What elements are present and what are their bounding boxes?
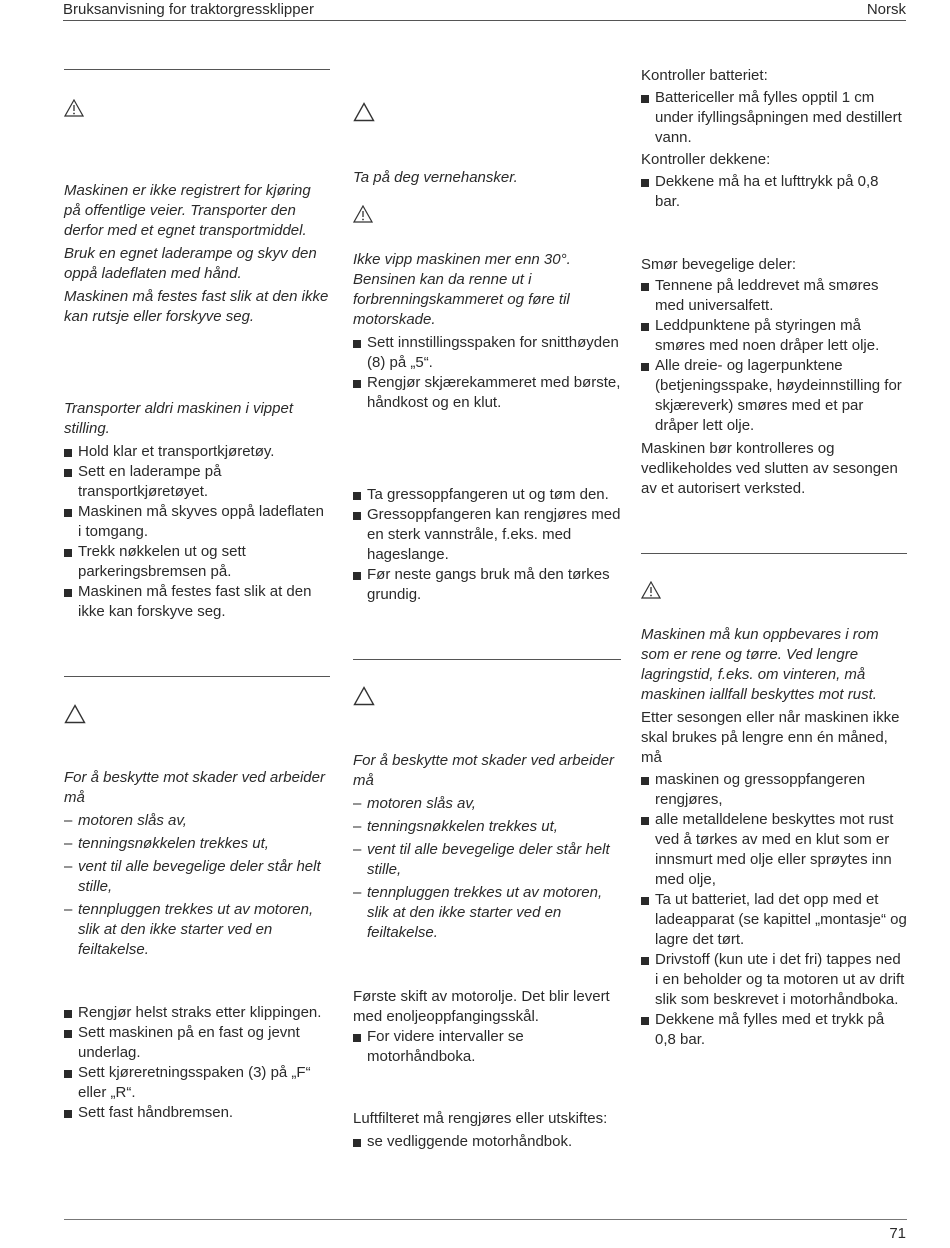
filter-block	[353, 1109, 621, 1152]
list-item: Sett kjøreretningsspaken (3) på „F“ eller „R“.	[64, 1063, 330, 1103]
document-title: Bruksanvisning for traktorgressklipper	[63, 1, 314, 18]
list-item: Alle dreie- og lagerpunktene (betjeningsspake, høydeinnstilling for skjæreverk) smøres med et par dråper lett olje.	[641, 356, 907, 436]
lube-block	[641, 255, 907, 499]
list-item: – tenningsnøkkelen trekkes ut,	[353, 817, 621, 837]
caution-triangle-icon	[353, 686, 375, 706]
catcher-steps	[353, 485, 621, 605]
list-item: Hold klar et transportkjøretøy.	[64, 442, 330, 462]
warning-icon	[353, 205, 373, 223]
battery-steps	[641, 88, 907, 148]
deck-steps	[353, 333, 621, 413]
tires-steps	[641, 172, 907, 212]
protect-intro: For å beskytte mot skader ved arbeider må	[353, 752, 614, 789]
list-item: Ta ut batteriet, lad det opp med et ladeapparat (se kapittel „montasje“ og lagre det tørt.	[641, 890, 907, 950]
list-item: – vent til alle bevegelige deler står helt stille,	[353, 840, 621, 880]
list-item: Leddpunktene på styringen må smøres med noen dråper lett olje.	[641, 316, 907, 356]
list-item: – tennpluggen trekkes ut av motoren, slik at den ikke starter ved en feiltakelse.	[353, 883, 621, 943]
battery-label: Kontroller batteriet:	[641, 67, 768, 84]
tilt-warning: Ikke vipp maskinen mer enn 30°. Bensinen kan da renne ut i forbrenningskammeret og føre til motorskade.	[353, 251, 571, 328]
list-item: Dekkene må ha et lufttrykk på 0,8 bar.	[641, 172, 907, 212]
list-item: – motoren slås av,	[353, 794, 621, 814]
list-item: Dekkene må fylles med et trykk på 0,8 bar.	[641, 1010, 907, 1050]
protect-block	[353, 751, 621, 946]
tilt-note: Transporter aldri maskinen i vippet stilling.	[64, 400, 293, 437]
transport-warning	[64, 181, 330, 327]
lube-label: Smør bevegelige deler:	[641, 256, 797, 273]
tires-label: Kontroller dekkene:	[641, 151, 771, 168]
storage-intro: Etter sesongen eller når maskinen ikke skal brukes på lengre enn én måned, må	[641, 709, 900, 766]
list-item: Battericeller må fylles opptil 1 cm under ifyllingsåpningen med destillert vann.	[641, 88, 907, 148]
caution-triangle-icon	[64, 704, 86, 724]
filter-steps	[353, 1132, 621, 1152]
list-item: For videre intervaller se motorhåndboka.	[353, 1027, 621, 1067]
list-item: Før neste gangs bruk må den tørkes grundig.	[353, 565, 621, 605]
list-item: – vent til alle bevegelige deler står helt stille,	[64, 857, 330, 897]
list-item: Sett innstillingsspaken for snitthøyden (8) på „5“.	[353, 333, 621, 373]
transport-steps	[64, 442, 330, 622]
protect-intro: For å beskytte mot skader ved arbeider må	[64, 769, 325, 806]
lube-steps	[641, 276, 907, 436]
warning-icon	[641, 581, 661, 599]
section-rule	[64, 69, 330, 70]
list-item: Drivstoff (kun ute i det fri) tappes ned i en beholder og ta motoren ut av drift slik som beskrevet i motorhåndboka.	[641, 950, 907, 1010]
transport-warning-3: Maskinen må festes fast slik at den ikke kan rutsje eller forskyve seg.	[64, 288, 329, 325]
battery-block	[641, 66, 907, 212]
protect-list	[64, 811, 330, 960]
list-item: Tennene på leddrevet må smøres med universalfett.	[641, 276, 907, 316]
page-number: 71	[889, 1225, 906, 1242]
section-rule	[64, 676, 330, 677]
protect-block	[64, 768, 330, 963]
season-text: Maskinen bør kontrolleres og vedlikeholdes ved slutten av sesongen av et autorisert verksted.	[641, 440, 898, 497]
warning-icon	[64, 99, 84, 117]
list-item: alle metalldelene beskyttes mot rust ved å tørkes av med en klut som er innsmurt med olje eller sprøytes inn med olje,	[641, 810, 907, 890]
list-item: Trekk nøkkelen ut og sett parkeringsbremsen på.	[64, 542, 330, 582]
list-item: se vedliggende motorhåndbok.	[353, 1132, 621, 1152]
list-item: Sett en laderampe på transportkjøretøyet.	[64, 462, 330, 502]
storage-warning: Maskinen må kun oppbevares i rom som er rene og tørre. Ved lengre lagringstid, f.eks. om vinteren, må maskinen iallfall beskyttes mot rust.	[641, 626, 879, 703]
oil-text: Første skift av motorolje. Det blir levert med enoljeoppfangingsskål.	[353, 988, 610, 1025]
list-item: Gressoppfangeren kan rengjøres med en sterk vannstråle, f.eks. med hageslange.	[353, 505, 621, 565]
oil-block	[353, 987, 621, 1067]
list-item: maskinen og gressoppfangeren rengjøres,	[641, 770, 907, 810]
language-label: Norsk	[866, 1, 906, 18]
list-item: – tenningsnøkkelen trekkes ut,	[64, 834, 330, 854]
footer-rule	[64, 1219, 907, 1220]
storage-block	[641, 625, 907, 1050]
protect-list	[353, 794, 621, 943]
transport-warning-2: Bruk en egnet laderampe og skyv den oppå ladeflaten med hånd.	[64, 245, 317, 282]
list-item: Rengjør helst straks etter klippingen.	[64, 1003, 330, 1023]
section-rule	[641, 553, 907, 554]
storage-steps	[641, 770, 907, 1050]
caution-triangle-icon	[353, 102, 375, 122]
list-item: Sett fast håndbremsen.	[64, 1103, 330, 1123]
transport-warning-1: Maskinen er ikke registrert for kjøring på offentlige veier. Transporter den derfor med et egnet transportmiddel.	[64, 182, 311, 239]
list-item: Maskinen må skyves oppå ladeflaten i tomgang.	[64, 502, 330, 542]
page-header	[63, 0, 906, 21]
list-item: – tennpluggen trekkes ut av motoren, slik at den ikke starter ved en feiltakelse.	[64, 900, 330, 960]
cleaning-steps	[64, 1003, 330, 1123]
list-item: Maskinen må festes fast slik at den ikke kan forskyve seg.	[64, 582, 330, 622]
list-item: Rengjør skjærekammeret med børste, håndkost og en klut.	[353, 373, 621, 413]
list-item: Sett maskinen på en fast og jevnt underlag.	[64, 1023, 330, 1063]
oil-steps	[353, 1027, 621, 1067]
section-rule	[353, 659, 621, 660]
gloves-note: Ta på deg vernehansker.	[353, 169, 518, 186]
filter-text: Luftfilteret må rengjøres eller utskiftes:	[353, 1110, 608, 1127]
list-item: – motoren slås av,	[64, 811, 330, 831]
list-item: Ta gressoppfangeren ut og tøm den.	[353, 485, 621, 505]
